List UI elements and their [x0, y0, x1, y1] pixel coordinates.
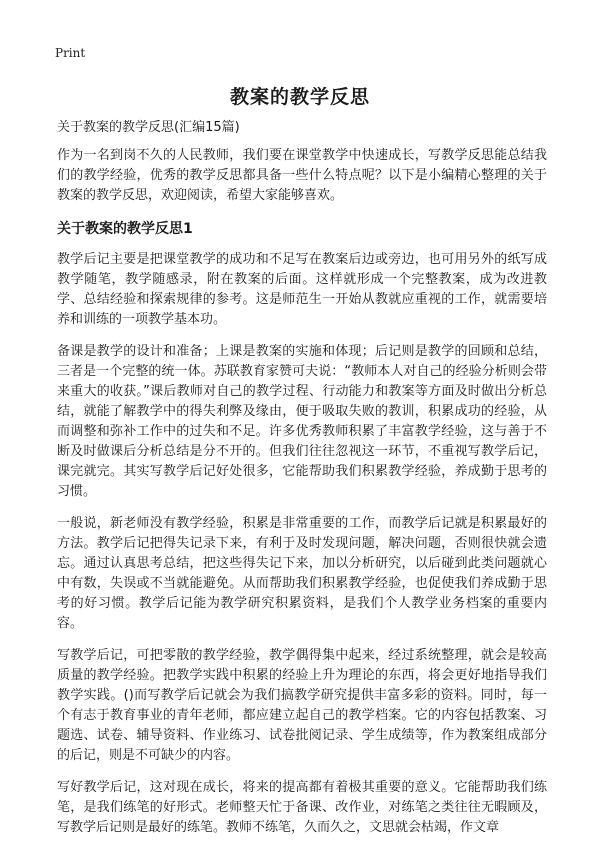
paragraph: 写好教学后记，这对现在成长，将来的提高都有着极其重要的意义。它能帮助我们练笔，是我们练笔的好形式。老师整天忙于备课、改作业，对练笔之类往往无暇顾及，写教学后记则是最好的练笔。教师不练笔，久而久之，文思就会枯竭，作文章 [57, 780, 547, 835]
paragraph: 写教学后记，可把零散的教学经验，教学偶得集中起来，经过系统整理，就会是较高质量的教学经验。把教学实践中积累的经验上升为理论的东西，将会更好地指导我们教学实践。()而写教学后记就会为我们搞教学研究提供丰富多彩的资料。同时，每一个有志于教育事业的青年老师，都应建立起自己的教学档案。它的内容包括教案、习题选、试卷、辅导资料、作业练习、试卷批阅记录、学生成绩等，作为教案组成部分的后记，则是不可缺少的内容。 [57, 648, 547, 763]
paragraph: 一般说，新老师没有教学经验，积累是非常重要的工作，而教学后记就是积累最好的方法。教学后记把得失记录下来，有利于及时发现问题，解决问题，否则很快就会遗忘。通过认真思考总结，把这些得失记下来，加以分析研究，以后碰到此类问题就心中有数，失误或不当就能避免。从而帮助我们积累教学经验，也促使我们养成勤于思考的好习惯。教学后记能为教学研究积累资料，是我们个人教学业务档案的重要内容。 [57, 516, 547, 631]
document-subtitle: 关于教案的教学反思(汇编15篇) [57, 120, 240, 135]
print-link[interactable]: Print [55, 46, 86, 60]
intro-paragraph: 作为一名到岗不久的人民教师，我们要在课堂教学中快速成长，写教学反思能总结我们的教学经验，优秀的教学反思都具备一些什么特点呢？以下是小编精心整理的关于教案的教学反思，欢迎阅读，希望大家能够喜欢。 [57, 148, 547, 203]
paragraph: 备课是教学的设计和准备；上课是教案的实施和体现；后记则是教学的回顾和总结，三者是一个完整的统一体。苏联教育家赞可夫说：“教师本人对自己的经验分析则会带来重大的收获。”课后教师对自己的教学过程、行动能力和教案等方面及时做出分析总结，就能了解教学中的得失利弊及缘由，便于吸取失败的教训，积累成功的经验，从而调整和弥补工作中的过失和不足。许多优秀教师积累了丰富教学经验，这与善于不断及时做课后分析总结是分不开的。但我们往往忽视这一环节，不重视写教学后记，课完就完。其实写教学后记好处很多，它能帮助我们积累教学经验，养成勤于思考的习惯。 [57, 344, 547, 499]
paragraph: 教学后记主要是把课堂教学的成功和不足写在教案后边或旁边，也可用另外的纸写成教学随笔，教学随感录，附在教案的后面。这样就形成一个完整教案，成为改进教学、总结经验和探索规律的参考。这是师范生一开始从教就应重视的工作，就需要培养和训练的一项教学基本功。 [57, 252, 547, 327]
document-body [57, 118, 547, 850]
section-heading: 关于教案的教学反思1 [57, 221, 193, 237]
page-title: 教案的教学反思 [229, 86, 370, 108]
